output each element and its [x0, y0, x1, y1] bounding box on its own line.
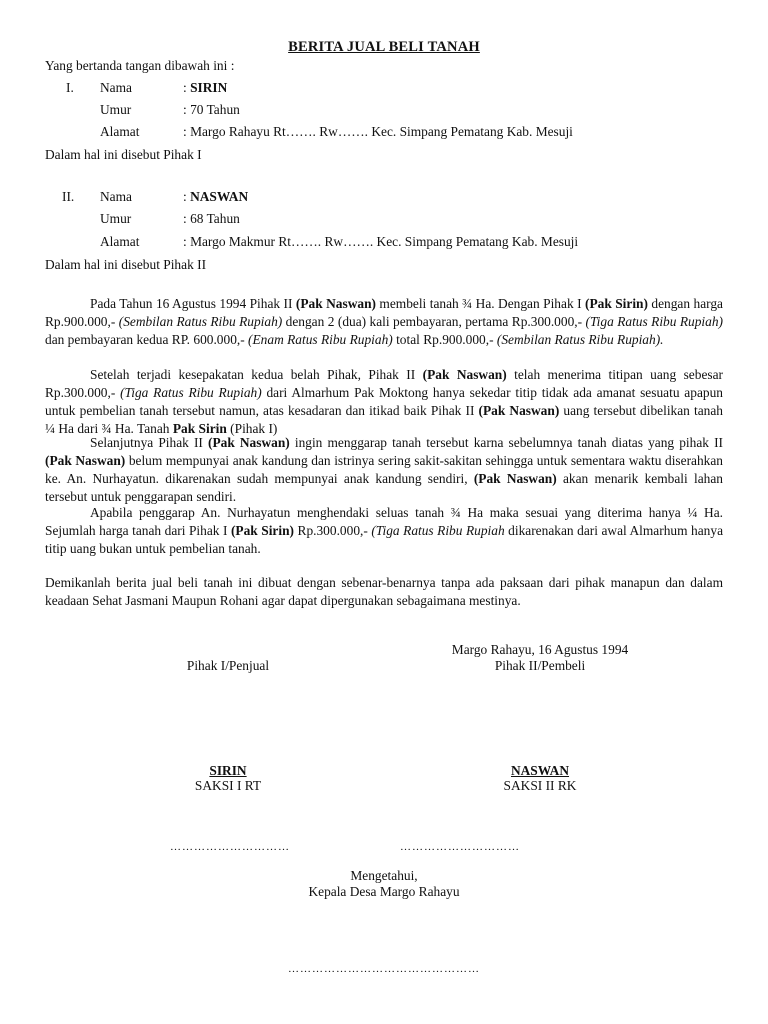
buyer-signature-name: NASWAN	[510, 763, 570, 778]
italic-text: (Sembilan Ratus Ribu Rupiah)	[118, 314, 283, 329]
bold-text: (Pak Naswan)	[478, 403, 560, 418]
party-1-name-label: Nama	[100, 80, 132, 95]
village-head-signature-line: …………………………………………	[288, 963, 480, 975]
known-by-label: Mengetahui,	[350, 868, 418, 883]
bold-text: (Pak Naswan)	[295, 296, 376, 311]
party-2-age-label: Umur	[100, 211, 132, 226]
text: dengan 2 (dua) kali pembayaran, pertama Rp.300.000,-	[282, 314, 586, 329]
bold-text: (Pak Naswan)	[45, 453, 126, 468]
text: Selanjutnya Pihak II	[90, 435, 208, 450]
party-1-name: SIRIN	[190, 80, 228, 95]
bold-text: (Pak Sirin)	[230, 523, 294, 538]
colon: :	[183, 189, 191, 204]
witness-2-label: SAKSI II RK	[503, 778, 577, 793]
bold-text: (Pak Naswan)	[422, 367, 507, 382]
italic-text: (Tiga Ratus Ribu Rupiah)	[120, 385, 262, 400]
text: dan pembayaran kedua RP. 600.000,-	[45, 332, 249, 347]
paragraph-purchase	[45, 295, 723, 349]
party-1-address-label: Alamat	[100, 124, 140, 139]
text: dengan harga Rp.900.000,-	[45, 296, 723, 329]
text: ingin menggarap tanah tersebut karna sebelumnya tanah diatas yang pihak II	[289, 435, 723, 450]
witness-1-label: SAKSI I RT	[194, 778, 262, 793]
party-1-address-row	[66, 123, 716, 141]
buyer-label: Pihak II/Pembeli	[494, 658, 586, 673]
text: Pada Tahun 16 Agustus 1994 Pihak II	[90, 296, 296, 311]
paragraph-condition	[45, 504, 723, 558]
bold-text: (Pak Naswan)	[473, 471, 557, 486]
text: uang tersebut dibelikan tanah ¼ Ha dari ¾ Ha. Tanah	[45, 403, 723, 436]
paragraph-agreement	[45, 366, 723, 438]
party-2-name: NASWAN	[190, 189, 249, 204]
party-2-name-row	[62, 188, 716, 206]
party-2-age-row	[66, 210, 716, 228]
intro-text: Yang bertanda tangan dibawah ini :	[45, 58, 235, 73]
text: dikarenakan dari awal Almarhum hanya titip uang bukan untuk pembelian tanah.	[45, 523, 724, 556]
closing-statement: Demikanlah berita jual beli tanah ini dibuat dengan sebenar-benarnya tanpa ada paksaan dari pihak manapun dan dalam keadaan Sehat Jasmani Maupun Rohani agar dapat dipergunakan sebagaimana mestinya.	[45, 575, 723, 608]
witness-2-signature-line: …………………………	[400, 841, 520, 853]
party-1-designation: Dalam hal ini disebut Pihak I	[45, 147, 202, 162]
text: Apabila penggarap An. Nurhayatun menghendaki seluas tanah ¾ Ha maka sesuai yang diterima hanya ¼ Ha. Sejumlah harga tanah dari Pihak I	[45, 505, 723, 538]
village-head-label: Kepala Desa Margo Rahayu	[308, 884, 460, 899]
italic-text: (Tiga Ratus Ribu Rupiah	[371, 523, 505, 538]
text: membeli tanah ¾ Ha. Dengan Pihak I	[375, 296, 585, 311]
party-2-age-value: : 68 Tahun	[183, 211, 240, 226]
party-2-address-row	[66, 233, 716, 251]
text: telah menerima titipan uang sebesar Rp.300.000,-	[45, 367, 724, 400]
text: akan menarik kembali lahan tersebut untuk penggarapan sendiri.	[45, 471, 723, 504]
party-1-address-value: : Margo Rahayu Rt……. Rw……. Kec. Simpang Pematang Kab. Mesuji	[183, 124, 573, 139]
party-1-name-row	[66, 79, 716, 97]
italic-text: (Tiga Ratus Ribu Rupiah)	[585, 314, 723, 329]
party-1-number: I.	[66, 80, 74, 95]
party-2-number: II.	[62, 189, 75, 204]
party-1-name-value	[183, 79, 227, 97]
bold-text: (Pak Sirin)	[584, 296, 648, 311]
text: dari Almarhum Pak Moktong hanya sekedar titip tidak ada amanat sesuatu apapun untuk pembelian tanah tersebut namun, atas kesadaran dan itikad baik Pihak II	[45, 385, 723, 418]
party-2-address-value: : Margo Makmur Rt……. Rw……. Kec. Simpang Pematang Kab. Mesuji	[183, 234, 579, 249]
text: (Pihak I)	[226, 421, 278, 436]
italic-text: (Sembilan Ratus Ribu Rupiah).	[496, 332, 664, 347]
text: Rp.300.000,-	[294, 523, 372, 538]
party-2-address-label: Alamat	[100, 234, 140, 249]
document-title: BERITA JUAL BELI TANAH	[288, 39, 480, 55]
party-1-age-label: Umur	[100, 102, 132, 117]
party-2-name-label: Nama	[100, 189, 132, 204]
bold-text: (Pak Naswan)	[207, 435, 290, 450]
witness-1-signature-line: …………………………	[170, 841, 290, 853]
seller-signature-name: SIRIN	[209, 763, 247, 778]
colon: :	[183, 80, 191, 95]
seller-label: Pihak I/Penjual	[186, 658, 270, 673]
text: Setelah terjadi kesepakatan kedua belah Pihak, Pihak II	[90, 367, 423, 382]
party-2-designation: Dalam hal ini disebut Pihak II	[45, 257, 207, 272]
text: belum mempunyai anak kandung dan istrinya sering sakit-sakitan sehingga untuk sementara waktu diserahkan ke. An. Nurhayatun. dikarenakan sudah mempunyai anak kandung sendiri,	[45, 453, 724, 486]
party-2-name-value	[183, 188, 248, 206]
italic-text: (Enam Ratus Ribu Rupiah)	[248, 332, 393, 347]
place-date: Margo Rahayu, 16 Agustus 1994	[451, 642, 629, 657]
party-1-age-row	[66, 101, 716, 119]
paragraph-cultivation	[45, 434, 723, 506]
text: total Rp.900.000,-	[392, 332, 497, 347]
bold-text: Pak Sirin	[172, 421, 227, 436]
party-1-age-value: : 70 Tahun	[183, 102, 240, 117]
